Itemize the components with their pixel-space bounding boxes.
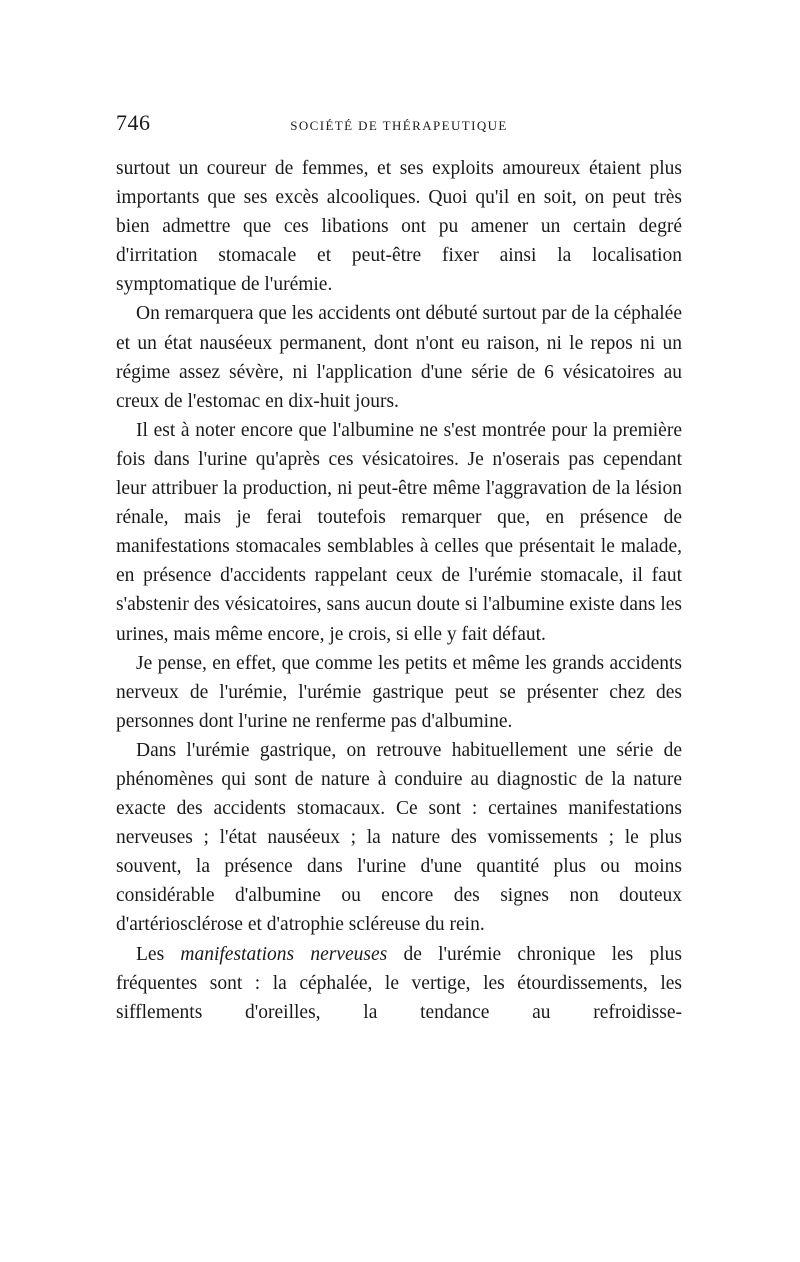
page-header [116,110,682,140]
paragraph-6 [116,940,682,1027]
paragraph-6-lead: Les [136,943,181,965]
paragraph-5: Dans l'urémie gastrique, on retrouve habituellement une série de phénomènes qui sont de nature à conduire au diagnostic de la nature exacte des accidents stomacaux. Ce sont : certaines manifestations nerveuses ; l'état nauséeux ; la nature des vomissements ; le plus souvent, la présence dans l'urine d'une quantité plus ou moins considérable d'albumine ou encore des signes non douteux d'artériosclérose et d'atrophie scléreuse du rein. [116,739,682,936]
paragraph-4: Je pense, en effet, que comme les petits et même les grands accidents nerveux de l'urémie, l'urémie gastrique peut se présenter chez des personnes dont l'urine ne renferme pas d'albumine. [116,652,682,732]
paragraph-1: surtout un coureur de femmes, et ses exploits amoureux étaient plus importants que ses excès alcooliques. Quoi qu'il en soit, on peut très bien admettre que ces libations ont pu amener un certain degré d'irritation stomacale et peut-être fixer ainsi la localisation symptomatique de l'urémie. [116,158,682,296]
paragraph-6-italic: manifestations nerveuses [180,943,388,965]
paragraph-3: Il est à noter encore que l'albumine ne s'est montrée pour la première fois dans l'urine qu'après ces vésicatoires. Je n'oserais pas cependant leur attribuer la production, ni peut-être même l'aggravation de la lésion rénale, mais je ferai toutefois remarquer que, en présence de manifestations stomacales semblables à celles que présentait le malade, en présence d'accidents rappelant ceux de l'urémie stomacale, il faut s'abstenir des vésicatoires, sans aucun doute si l'albumine existe dans les urines, mais même encore, je crois, si elle y fait défaut. [116,419,682,645]
running-title: SOCIÉTÉ DE THÉRAPEUTIQUE [290,118,508,133]
book-page [116,110,682,1027]
body-text [116,154,682,1027]
paragraph-2: On remarquera que les accidents ont débuté surtout par de la céphalée et un état nauséeux permanent, dont n'ont eu raison, ni le repos ni un régime assez sévère, ni l'application d'une série de 6 vésicatoires au creux de l'estomac en dix-huit jours. [116,303,682,412]
page-number: 746 [116,110,151,135]
paragraph-6-rest: de l'urémie chronique les plus fréquentes sont : la céphalée, le vertige, les étourdissements, les sifflements d'oreilles, la tendance au refroidisse- [116,943,683,1023]
